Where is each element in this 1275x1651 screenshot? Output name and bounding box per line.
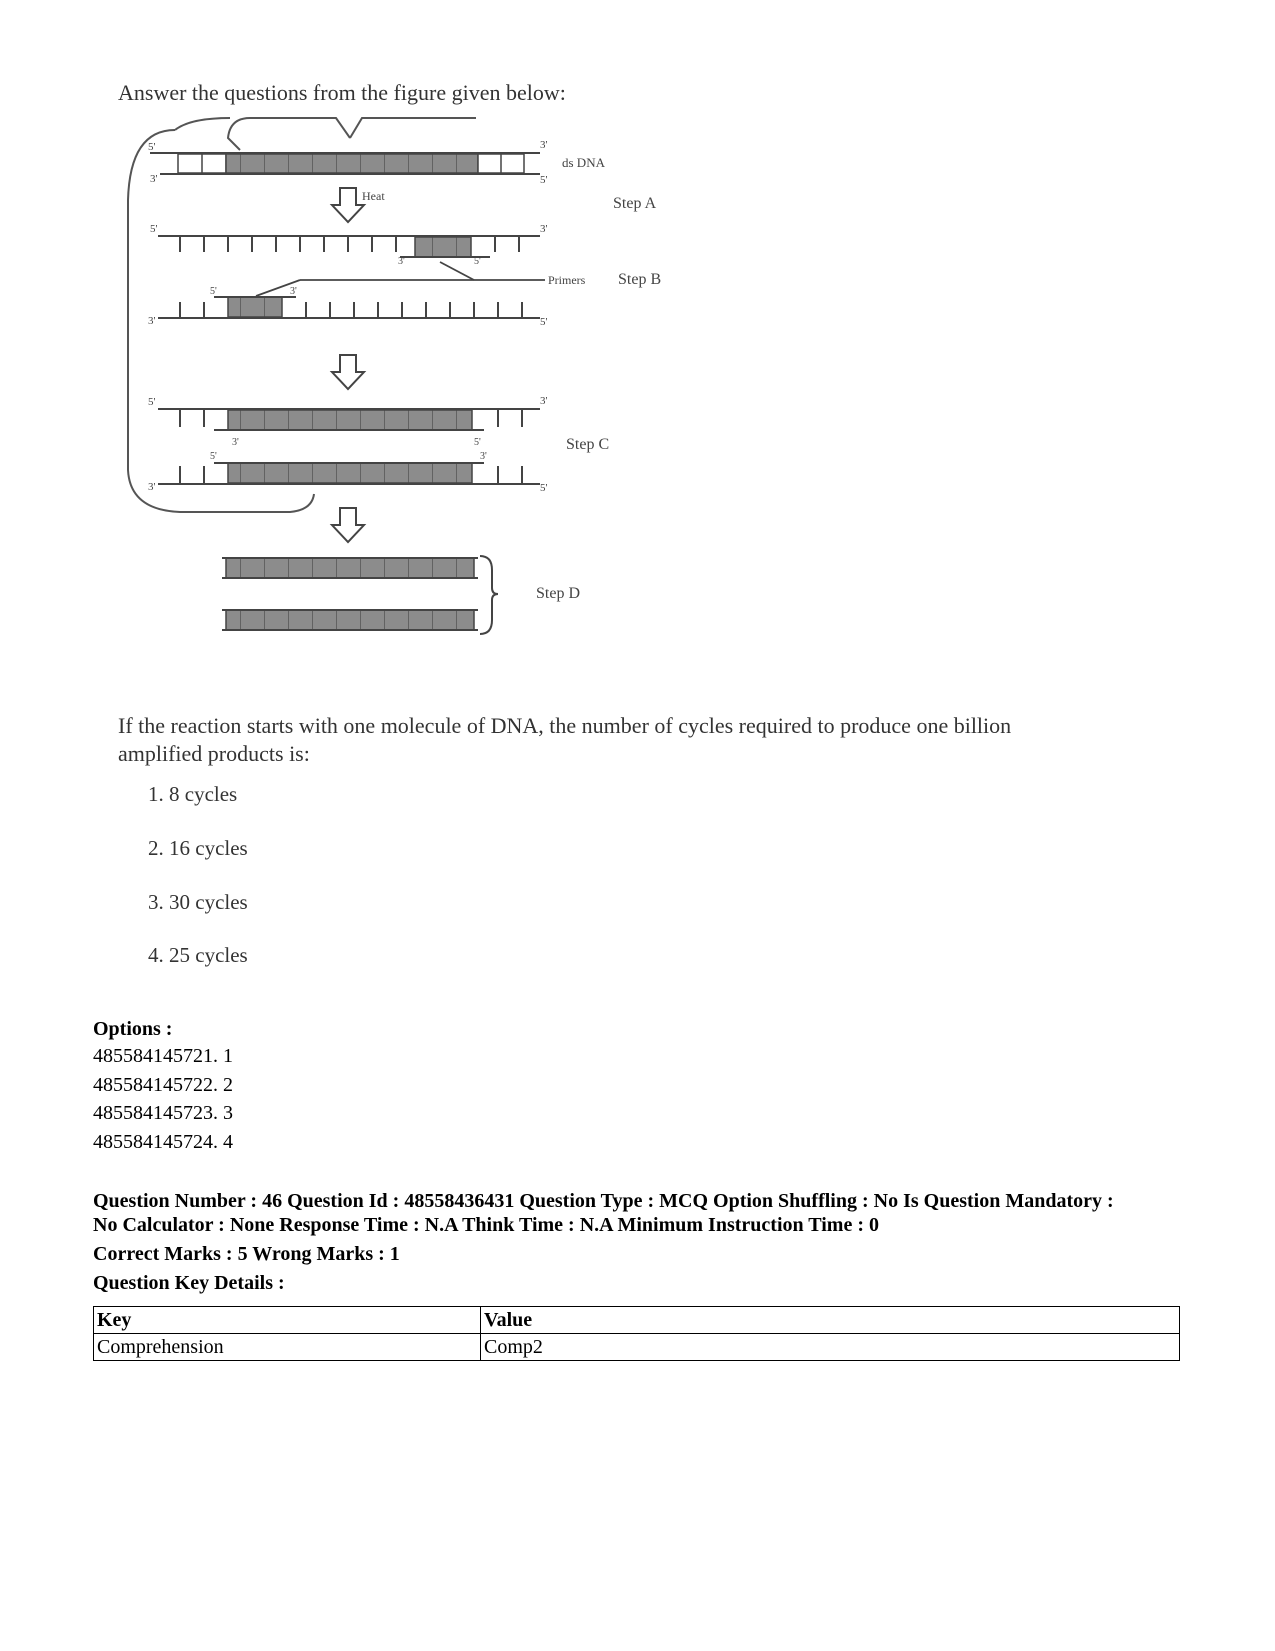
svg-text:Step D: Step D	[536, 585, 580, 602]
svg-text:3': 3'	[540, 395, 548, 407]
step-c-strand-1	[148, 395, 548, 448]
ds-dna	[148, 139, 606, 186]
svg-text:3': 3'	[540, 223, 548, 235]
question-meta-line-2: No Calculator : None Response Time : N.A Think Time : N.A Minimum Instruction Time : 0	[93, 1214, 879, 1236]
step-d-products	[222, 556, 498, 634]
down-arrow-icon	[332, 188, 364, 222]
svg-text:5': 5'	[540, 316, 548, 328]
pcr-diagram	[0, 0, 1275, 660]
down-arrow-icon	[332, 508, 364, 542]
svg-text:Primers: Primers	[548, 273, 586, 287]
options-heading: Options :	[93, 1018, 173, 1040]
svg-text:3': 3'	[148, 481, 156, 493]
choice-1: 1. 8 cycles	[148, 782, 238, 806]
svg-text:3': 3'	[290, 286, 297, 297]
svg-text:5': 5'	[148, 396, 156, 408]
option-id-1: 485584145721. 1	[93, 1045, 233, 1067]
single-strand-top	[150, 223, 548, 267]
option-id-2: 485584145722. 2	[93, 1074, 233, 1096]
step-c-strand-2	[148, 451, 548, 494]
svg-text:5': 5'	[210, 451, 217, 462]
table-cell-value: Comp2	[481, 1334, 1180, 1361]
table-cell-key: Comprehension	[94, 1334, 481, 1361]
svg-text:5': 5'	[210, 286, 217, 297]
choice-3: 3. 30 cycles	[148, 890, 248, 914]
svg-text:5': 5'	[150, 223, 158, 235]
key-details-heading: Question Key Details :	[93, 1272, 285, 1294]
svg-text:3': 3'	[398, 256, 405, 267]
figure-title: Answer the questions from the figure given below:	[118, 80, 566, 105]
svg-text:5': 5'	[148, 141, 156, 153]
key-details-table	[93, 1306, 1180, 1361]
choice-4: 4. 25 cycles	[148, 943, 248, 967]
option-id-4: 485584145724. 4	[93, 1131, 233, 1153]
table-header-key: Key	[94, 1307, 481, 1334]
svg-text:ds DNA: ds DNA	[562, 155, 605, 170]
svg-text:Heat: Heat	[362, 189, 385, 203]
single-strand-bottom	[148, 286, 548, 328]
svg-text:5': 5'	[540, 482, 548, 494]
table-header-value: Value	[481, 1307, 1180, 1334]
svg-text:Step B: Step B	[618, 271, 662, 288]
svg-text:5': 5'	[474, 437, 481, 448]
svg-text:3': 3'	[150, 173, 158, 185]
svg-text:3': 3'	[232, 437, 239, 448]
svg-text:5': 5'	[540, 174, 548, 186]
table-row	[94, 1334, 1180, 1361]
choice-2: 2. 16 cycles	[148, 836, 248, 860]
svg-text:3': 3'	[540, 139, 548, 151]
svg-text:3': 3'	[148, 315, 156, 327]
marks-line: Correct Marks : 5 Wrong Marks : 1	[93, 1243, 400, 1265]
svg-text:Step C: Step C	[566, 436, 610, 453]
question-stem: If the reaction starts with one molecule of DNA, the number of cycles required to produce one billion amplified products is:	[118, 713, 1012, 766]
svg-text:3': 3'	[480, 451, 487, 462]
svg-text:Step A: Step A	[613, 195, 657, 212]
down-arrow-icon	[332, 355, 364, 389]
option-id-3: 485584145723. 3	[93, 1102, 233, 1124]
svg-text:5': 5'	[474, 256, 481, 267]
table-header-row	[94, 1307, 1180, 1334]
question-meta-line-1: Question Number : 46 Question Id : 48558436431 Question Type : MCQ Option Shuffling : No Is Question Mandatory :	[93, 1190, 1114, 1212]
